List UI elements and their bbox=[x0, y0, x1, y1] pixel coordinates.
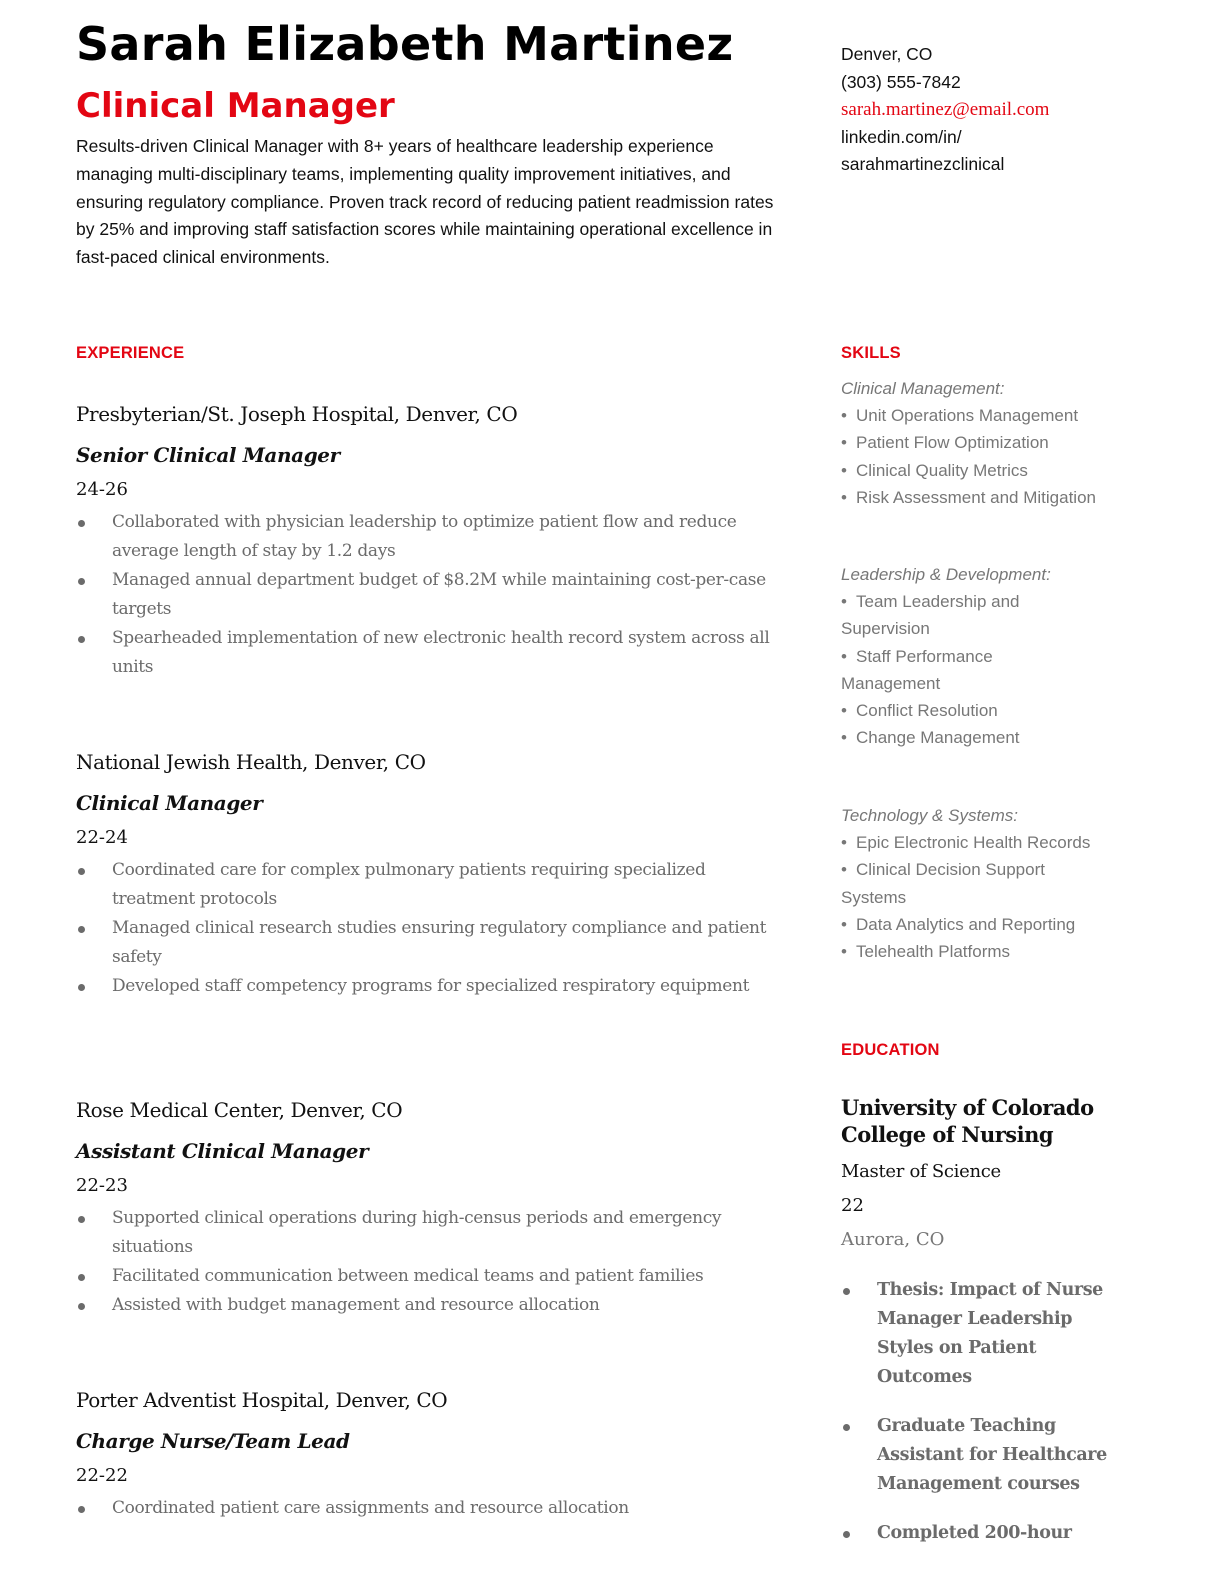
professional-summary: Results-driven Clinical Manager with 8+ years of healthcare leadership experience managing multi-disciplinary teams, implementing quality improvement initiatives, and ensuring regulatory compliance. Proven track record of reducing patient readmission rates by 25% and improving staff satisfaction scores while maintaining operational excellence in fast-paced clinical environments. bbox=[76, 136, 774, 268]
skill-group bbox=[841, 561, 1051, 751]
bullet-dot-icon bbox=[78, 636, 85, 643]
job-dates: 22-23 bbox=[76, 1175, 128, 1196]
job-bullets bbox=[76, 1204, 786, 1320]
skill-item: • Epic Electronic Health Records bbox=[841, 829, 1121, 856]
job-bullet: Collaborated with physician leadership to optimize patient flow and reduce average length of stay by 1.2 days bbox=[76, 508, 786, 566]
bullet-dot-icon: • bbox=[841, 433, 847, 453]
bullet-dot-icon: • bbox=[841, 914, 847, 934]
skill-category: Clinical Management: bbox=[841, 379, 1005, 398]
education-location: Aurora, CO bbox=[841, 1229, 945, 1250]
skill-item: • Clinical Decision Support Systems bbox=[841, 856, 1066, 910]
bullet-dot-icon bbox=[78, 984, 85, 991]
skill-item: • Team Leadership and Supervision bbox=[841, 588, 1041, 642]
job-bullet: Coordinated patient care assignments and resource allocation bbox=[76, 1494, 786, 1523]
skill-item: • Staff Performance Management bbox=[841, 643, 1041, 697]
bullet-dot-icon bbox=[78, 520, 85, 527]
job-bullet: Facilitated communication between medical teams and patient families bbox=[76, 1262, 786, 1291]
education-degree: Master of Science bbox=[841, 1161, 1001, 1182]
skill-item: • Clinical Quality Metrics bbox=[841, 457, 1121, 484]
contact-location: Denver, CO bbox=[841, 44, 933, 64]
job-bullets bbox=[76, 856, 786, 1001]
bullet-dot-icon bbox=[843, 1424, 850, 1431]
job-company: Rose Medical Center, Denver, CO bbox=[76, 1098, 403, 1122]
bullet-dot-icon bbox=[78, 1216, 85, 1223]
contact-linkedin-line2[interactable]: sarahmartinezclinical bbox=[841, 154, 1005, 174]
job-bullets bbox=[76, 1494, 786, 1523]
education-school: University of Colorado College of Nursing bbox=[841, 1095, 1094, 1147]
job-bullets bbox=[76, 508, 786, 682]
bullet-dot-icon bbox=[78, 1506, 85, 1513]
bullet-dot-icon bbox=[78, 868, 85, 875]
skill-group bbox=[841, 375, 1121, 511]
bullet-dot-icon bbox=[843, 1531, 850, 1538]
bullet-dot-icon: • bbox=[841, 833, 847, 853]
skill-group bbox=[841, 802, 1091, 965]
bullet-dot-icon bbox=[78, 926, 85, 933]
candidate-name: Sarah Elizabeth Martinez bbox=[76, 17, 734, 71]
contact-phone: (303) 555-7842 bbox=[841, 71, 961, 92]
bullet-dot-icon: • bbox=[841, 860, 847, 880]
bullet-dot-icon: • bbox=[841, 406, 847, 426]
skill-item: • Patient Flow Optimization bbox=[841, 429, 1121, 456]
bullet-dot-icon bbox=[78, 1274, 85, 1281]
job-bullet: Spearheaded implementation of new electronic health record system across all units bbox=[76, 624, 786, 682]
job-dates: 22-24 bbox=[76, 827, 128, 848]
job-bullet: Managed annual department budget of $8.2M while maintaining cost-per-case targets bbox=[76, 566, 786, 624]
education-year: 22 bbox=[841, 1195, 864, 1216]
bullet-dot-icon: • bbox=[841, 460, 847, 480]
job-title: Assistant Clinical Manager bbox=[76, 1139, 369, 1163]
contact-linkedin-line1[interactable]: linkedin.com/in/ bbox=[841, 126, 962, 147]
candidate-role: Clinical Manager bbox=[76, 86, 395, 126]
education-heading: EDUCATION bbox=[841, 1041, 940, 1059]
education-bullet: Completed 200-hour bbox=[841, 1519, 1121, 1548]
skill-item: • Telehealth Platforms bbox=[841, 938, 1066, 965]
skill-category: Technology & Systems: bbox=[841, 806, 1019, 825]
job-dates: 24-26 bbox=[76, 479, 128, 500]
bullet-dot-icon bbox=[78, 1303, 85, 1310]
education-bullet: Graduate Teaching Assistant for Healthcare Management courses bbox=[841, 1412, 1121, 1499]
contact-block bbox=[841, 41, 1141, 179]
bullet-dot-icon bbox=[843, 1288, 850, 1295]
skills-heading: SKILLS bbox=[841, 344, 901, 362]
job-company: National Jewish Health, Denver, CO bbox=[76, 750, 426, 774]
education-bullets bbox=[841, 1276, 1121, 1548]
skill-item: • Data Analytics and Reporting bbox=[841, 911, 1121, 938]
job-bullet: Developed staff competency programs for specialized respiratory equipment bbox=[76, 972, 786, 1001]
education-entry bbox=[841, 1094, 1121, 1568]
job-bullet: Supported clinical operations during high-census periods and emergency situations bbox=[76, 1204, 786, 1262]
job-entry bbox=[76, 1097, 786, 1320]
job-company: Porter Adventist Hospital, Denver, CO bbox=[76, 1388, 448, 1412]
bullet-dot-icon: • bbox=[841, 592, 847, 612]
skill-item: • Unit Operations Management bbox=[841, 402, 1121, 429]
job-entry bbox=[76, 401, 786, 682]
job-title: Clinical Manager bbox=[76, 791, 263, 815]
skill-item: • Conflict Resolution bbox=[841, 697, 1041, 724]
contact-email-link[interactable]: sarah.martinez@email.com bbox=[841, 99, 1050, 120]
skill-category: Leadership & Development: bbox=[841, 565, 1051, 584]
job-bullet: Assisted with budget management and resource allocation bbox=[76, 1291, 786, 1320]
job-entry bbox=[76, 1387, 786, 1523]
job-entry bbox=[76, 749, 786, 1001]
bullet-dot-icon: • bbox=[841, 942, 847, 962]
job-title: Senior Clinical Manager bbox=[76, 443, 340, 467]
experience-heading: EXPERIENCE bbox=[76, 344, 185, 362]
job-dates: 22-22 bbox=[76, 1465, 128, 1486]
bullet-dot-icon: • bbox=[841, 728, 847, 748]
education-bullet: Thesis: Impact of Nurse Manager Leadership Styles on Patient Outcomes bbox=[841, 1276, 1121, 1392]
skill-item: • Risk Assessment and Mitigation bbox=[841, 484, 1121, 511]
bullet-dot-icon bbox=[78, 578, 85, 585]
job-company: Presbyterian/St. Joseph Hospital, Denver, CO bbox=[76, 402, 518, 426]
skill-item: • Change Management bbox=[841, 724, 1041, 751]
bullet-dot-icon: • bbox=[841, 701, 847, 721]
job-bullet: Managed clinical research studies ensuring regulatory compliance and patient safety bbox=[76, 914, 786, 972]
job-bullet: Coordinated care for complex pulmonary patients requiring specialized treatment protocols bbox=[76, 856, 786, 914]
job-title: Charge Nurse/Team Lead bbox=[76, 1429, 350, 1453]
bullet-dot-icon: • bbox=[841, 487, 847, 507]
bullet-dot-icon: • bbox=[841, 646, 847, 666]
